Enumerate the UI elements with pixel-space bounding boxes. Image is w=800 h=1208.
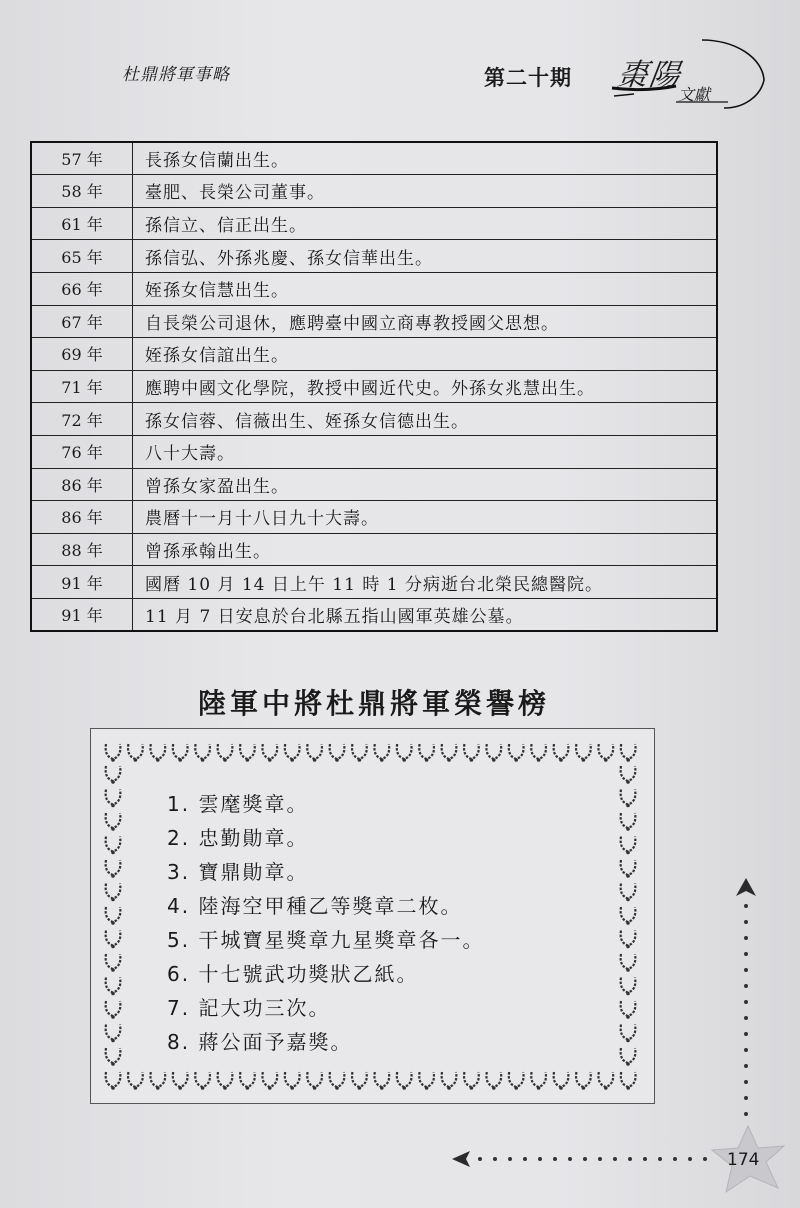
laurel-ornament-icon bbox=[621, 813, 636, 831]
honors-title: 陸軍中將杜鼎將軍榮譽榜 bbox=[197, 687, 550, 720]
laurel-ornament-icon bbox=[464, 1072, 479, 1090]
laurel-ornament-icon bbox=[106, 884, 121, 902]
laurel-ornament-icon bbox=[621, 1072, 636, 1090]
honors-list bbox=[167, 787, 484, 1059]
laurel-ornament-icon bbox=[330, 1072, 345, 1090]
event-cell: 11 月 7 日安息於台北縣五指山國軍英雄公墓。 bbox=[133, 598, 718, 631]
year-cell: 72 年 bbox=[31, 403, 133, 436]
laurel-ornament-icon bbox=[128, 744, 143, 762]
laurel-ornament-icon bbox=[150, 744, 165, 762]
running-title: 杜鼎將軍事略 bbox=[122, 65, 230, 85]
laurel-ornament-icon bbox=[576, 1072, 591, 1090]
event-cell: 曾孫承翰出生。 bbox=[133, 533, 718, 566]
event-cell: 自長榮公司退休，應聘臺中國立商專教授國父思想。 bbox=[133, 305, 718, 338]
laurel-ornament-icon bbox=[106, 954, 121, 972]
vertical-arrow-ornament bbox=[734, 878, 758, 1128]
table-row bbox=[31, 207, 717, 240]
table-row bbox=[31, 598, 717, 631]
event-cell: 八十大壽。 bbox=[133, 435, 718, 468]
laurel-ornament-icon bbox=[419, 744, 434, 762]
horizontal-arrow-ornament bbox=[452, 1146, 727, 1172]
laurel-ornament-icon bbox=[621, 790, 636, 808]
laurel-ornament-icon bbox=[285, 744, 300, 762]
logo-sub-text: 文獻 bbox=[678, 85, 711, 104]
laurel-ornament-icon bbox=[352, 1072, 367, 1090]
table-row bbox=[31, 435, 717, 468]
honor-item: 4. 陸海空甲種乙等獎章二枚。 bbox=[167, 894, 463, 918]
laurel-ornament-icon bbox=[621, 860, 636, 878]
year-cell: 91 年 bbox=[31, 566, 133, 599]
year-cell: 69 年 bbox=[31, 338, 133, 371]
laurel-ornament-icon bbox=[397, 1072, 412, 1090]
laurel-ornament-icon bbox=[150, 1072, 165, 1090]
event-cell: 孫信立、信正出生。 bbox=[133, 207, 718, 240]
year-cell: 71 年 bbox=[31, 370, 133, 403]
laurel-ornament-icon bbox=[621, 954, 636, 972]
year-cell: 67 年 bbox=[31, 305, 133, 338]
laurel-ornament-icon bbox=[621, 907, 636, 925]
laurel-ornament-icon bbox=[330, 744, 345, 762]
laurel-ornament-icon bbox=[621, 837, 636, 855]
laurel-ornament-icon bbox=[621, 744, 636, 762]
laurel-ornament-icon bbox=[576, 744, 591, 762]
chronology-table bbox=[30, 141, 718, 632]
laurel-ornament-icon bbox=[106, 813, 121, 831]
event-cell: 孫女信蓉、信薇出生、姪孫女信德出生。 bbox=[133, 403, 718, 436]
honor-item: 7. 記大功三次。 bbox=[167, 996, 331, 1020]
year-cell: 65 年 bbox=[31, 240, 133, 273]
table-row bbox=[31, 370, 717, 403]
laurel-ornament-icon bbox=[621, 978, 636, 996]
logo-main-text: 棗陽 bbox=[615, 58, 684, 93]
year-cell: 86 年 bbox=[31, 501, 133, 534]
table-row bbox=[31, 533, 717, 566]
event-cell: 姪孫女信誼出生。 bbox=[133, 338, 718, 371]
honor-item: 5. 干城寶星獎章九星獎章各一。 bbox=[167, 928, 485, 952]
laurel-ornament-icon bbox=[307, 744, 322, 762]
laurel-ornament-icon bbox=[106, 1048, 121, 1066]
table-row bbox=[31, 272, 717, 305]
laurel-ornament-icon bbox=[621, 1001, 636, 1019]
laurel-ornament-icon bbox=[285, 1072, 300, 1090]
table-row bbox=[31, 338, 717, 371]
laurel-ornament-icon bbox=[352, 744, 367, 762]
laurel-ornament-icon bbox=[173, 744, 188, 762]
laurel-ornament-icon bbox=[486, 744, 501, 762]
table-row bbox=[31, 566, 717, 599]
laurel-ornament-icon bbox=[106, 931, 121, 949]
laurel-ornament-icon bbox=[464, 744, 479, 762]
year-cell: 76 年 bbox=[31, 435, 133, 468]
laurel-ornament-icon bbox=[419, 1072, 434, 1090]
table-row bbox=[31, 403, 717, 436]
laurel-ornament-icon bbox=[442, 744, 457, 762]
laurel-ornament-icon bbox=[621, 884, 636, 902]
table-row bbox=[31, 175, 717, 208]
event-cell: 農曆十一月十八日九十大壽。 bbox=[133, 501, 718, 534]
honor-item: 2. 忠勤勛章。 bbox=[167, 826, 309, 850]
year-cell: 57 年 bbox=[31, 142, 133, 175]
laurel-ornament-icon bbox=[509, 1072, 524, 1090]
table-row bbox=[31, 240, 717, 273]
laurel-ornament-icon bbox=[486, 1072, 501, 1090]
issue-label: 第二十期 bbox=[484, 65, 572, 90]
year-cell: 58 年 bbox=[31, 175, 133, 208]
table-row bbox=[31, 142, 717, 175]
year-cell: 61 年 bbox=[31, 207, 133, 240]
laurel-ornament-icon bbox=[442, 1072, 457, 1090]
event-cell: 臺肥、長榮公司董事。 bbox=[133, 175, 718, 208]
event-cell: 孫信弘、外孫兆慶、孫女信華出生。 bbox=[133, 240, 718, 273]
laurel-ornament-icon bbox=[128, 1072, 143, 1090]
table-row bbox=[31, 305, 717, 338]
honor-item: 6. 十七號武功獎狀乙紙。 bbox=[167, 962, 419, 986]
honors-box bbox=[90, 728, 655, 1104]
honor-item: 1. 雲麾獎章。 bbox=[167, 792, 309, 816]
laurel-ornament-icon bbox=[218, 744, 233, 762]
laurel-ornament-icon bbox=[554, 1072, 569, 1090]
laurel-ornament-icon bbox=[173, 1072, 188, 1090]
laurel-ornament-icon bbox=[195, 1072, 210, 1090]
journal-logo bbox=[606, 30, 771, 115]
table-row bbox=[31, 468, 717, 501]
laurel-ornament-icon bbox=[509, 744, 524, 762]
laurel-ornament-icon bbox=[598, 1072, 613, 1090]
event-cell: 姪孫女信慧出生。 bbox=[133, 272, 718, 305]
honor-item: 3. 寶鼎勛章。 bbox=[167, 860, 309, 884]
page-number: 174 bbox=[727, 1150, 760, 1170]
year-cell: 88 年 bbox=[31, 533, 133, 566]
year-cell: 86 年 bbox=[31, 468, 133, 501]
laurel-ornament-icon bbox=[262, 744, 277, 762]
laurel-ornament-icon bbox=[531, 744, 546, 762]
honor-item: 8. 蔣公面予嘉獎。 bbox=[167, 1030, 353, 1054]
laurel-ornament-icon bbox=[621, 1048, 636, 1066]
laurel-ornament-icon bbox=[240, 744, 255, 762]
event-cell: 曾孫女家盈出生。 bbox=[133, 468, 718, 501]
laurel-ornament-icon bbox=[374, 744, 389, 762]
laurel-ornament-icon bbox=[106, 907, 121, 925]
year-cell: 91 年 bbox=[31, 598, 133, 631]
laurel-ornament-icon bbox=[621, 931, 636, 949]
event-cell: 國曆 10 月 14 日上午 11 時 1 分病逝台北榮民總醫院。 bbox=[133, 566, 718, 599]
laurel-ornament-icon bbox=[531, 1072, 546, 1090]
table-row bbox=[31, 501, 717, 534]
laurel-ornament-icon bbox=[598, 744, 613, 762]
event-cell: 應聘中國文化學院，教授中國近代史。外孫女兆慧出生。 bbox=[133, 370, 718, 403]
laurel-ornament-icon bbox=[195, 744, 210, 762]
laurel-ornament-icon bbox=[106, 766, 121, 784]
laurel-ornament-icon bbox=[307, 1072, 322, 1090]
laurel-ornament-icon bbox=[106, 1001, 121, 1019]
laurel-ornament-icon bbox=[262, 1072, 277, 1090]
laurel-ornament-icon bbox=[106, 1025, 121, 1043]
event-cell: 長孫女信蘭出生。 bbox=[133, 142, 718, 175]
laurel-ornament-icon bbox=[554, 744, 569, 762]
laurel-ornament-icon bbox=[106, 837, 121, 855]
year-cell: 66 年 bbox=[31, 272, 133, 305]
laurel-ornament-icon bbox=[621, 766, 636, 784]
laurel-ornament-icon bbox=[218, 1072, 233, 1090]
laurel-ornament-icon bbox=[374, 1072, 389, 1090]
laurel-ornament-icon bbox=[397, 744, 412, 762]
laurel-ornament-icon bbox=[106, 790, 121, 808]
laurel-ornament-icon bbox=[106, 860, 121, 878]
laurel-ornament-icon bbox=[106, 1072, 121, 1090]
laurel-ornament-icon bbox=[621, 1025, 636, 1043]
laurel-ornament-icon bbox=[106, 978, 121, 996]
laurel-ornament-icon bbox=[106, 744, 121, 762]
laurel-ornament-icon bbox=[240, 1072, 255, 1090]
